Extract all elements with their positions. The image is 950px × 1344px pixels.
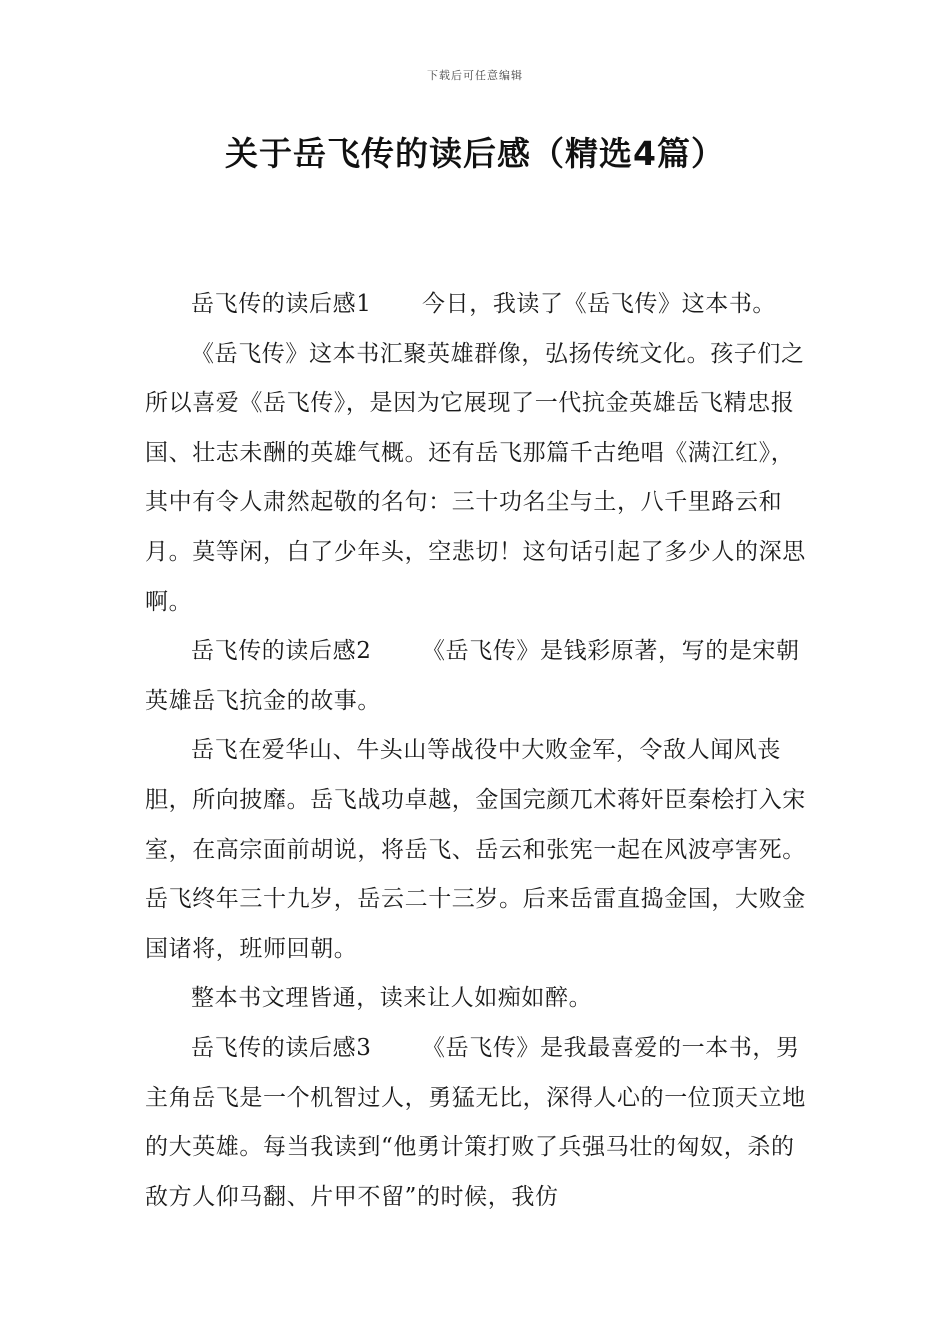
section-heading-1: 岳飞传的读后感1 [191, 291, 372, 317]
paragraph-text: 《岳飞传》是我最喜爱的一本书，男主角岳飞是一个机智过人，勇猛无比，深得人心的一位顶天立地的大英雄。每当我读到“他勇计策打败了兵强马壮的匈奴，杀的敌方人仰马翻、片甲不留”的时候，我仿 [145, 1034, 806, 1210]
paragraph-text: 整本书文理皆通，读来让人如痴如醉。 [191, 985, 593, 1012]
section-heading-2: 岳飞传的读后感2 [191, 638, 372, 665]
page-title: 关于岳飞传的读后感（精选4篇） [225, 134, 725, 173]
document-body [145, 280, 810, 1222]
paragraph-4 [145, 726, 810, 974]
paragraph-3 [145, 627, 810, 726]
paragraph-2 [145, 330, 810, 628]
header-note: 下载后可任意编辑 [427, 69, 523, 82]
paragraph-text: 岳飞在爱华山、牛头山等战役中大败金军，令敌人闻风丧胆，所向披靡。岳飞战功卓越，金国完颜兀术蒋奸臣秦桧打入宋室，在高宗面前胡说，将岳飞、岳云和张宪一起在风波亭害死。岳飞终年三十九岁，岳云二十三岁。后来岳雷直捣金国，大败金国诸将，班师回朝。 [145, 737, 806, 962]
paragraph-text: 《岳飞传》是钱彩原著，写的是宋朝英雄岳飞抗金的故事。 [145, 638, 800, 714]
section-heading-3: 岳飞传的读后感3 [191, 1034, 372, 1061]
paragraph-6 [145, 1024, 810, 1222]
paragraph-1 [145, 280, 810, 330]
paragraph-text: 《岳飞传》这本书汇聚英雄群像，弘扬传统文化。孩子们之所以喜爱《岳飞传》，是因为它展现了一代抗金英雄岳飞精忠报国、壮志未酬的英雄气概。还有岳飞那篇千古绝唱《满江红》，其中有令人肃然起敬的名句：三十功名尘与土，八千里路云和月。莫等闲，白了少年头，空悲切！这句话引起了多少人的深思啊。 [145, 340, 806, 615]
paragraph-5 [145, 974, 810, 1024]
paragraph-text: 今日，我读了《岳飞传》这本书。 [422, 291, 777, 317]
